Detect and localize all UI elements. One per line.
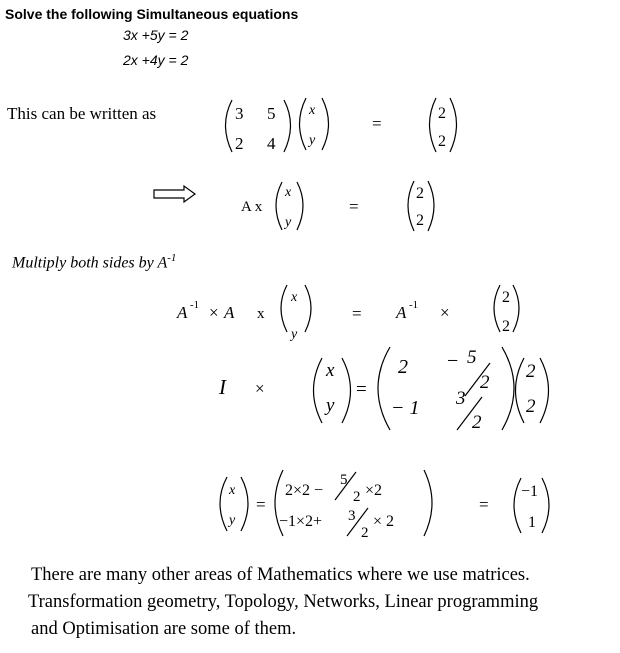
row2-vector-right-paren [297, 182, 303, 230]
row5-y: y [229, 513, 236, 528]
vector-y: y [309, 133, 316, 148]
row4-rhs-1: 2 [526, 361, 536, 382]
row4-y: y [326, 395, 335, 416]
row2-rhs-left-paren [408, 181, 414, 231]
row2-x: x [285, 185, 292, 200]
row4-rhs-right-paren [540, 358, 549, 423]
inverse-matrix-right-paren [502, 347, 514, 430]
row3-rhs-a: A [396, 303, 407, 322]
equals-5: = [256, 495, 266, 514]
matrix-a-left-paren [226, 100, 233, 152]
closing-line-2: Transformation geometry, Topology, Networks, Linear programming [28, 592, 539, 612]
vector-xy-right-paren [322, 98, 329, 150]
equals-4: = [356, 379, 367, 400]
closing-line-1: There are many other areas of Mathematics where we use matrices. [31, 565, 530, 585]
result-row2-b: × 2 [373, 513, 395, 530]
rhs-1: 2 [438, 105, 446, 122]
result-row1-b: ×2 [365, 482, 383, 499]
row3-vector-right-paren [305, 285, 311, 332]
row2-rhs-right-paren [428, 181, 434, 231]
implies-arrow [154, 186, 195, 202]
page-title: Solve the following Simultaneous equations [5, 6, 299, 22]
closing-line-3: and Optimisation are some of them. [31, 619, 297, 639]
equation-2: 2x +4y = 2 [123, 52, 189, 68]
row3-rhs-left-paren [494, 285, 500, 332]
row2-vector-left-paren [276, 182, 282, 230]
inverse-c: − 1 [391, 397, 420, 419]
matrix-a-right-paren [284, 100, 291, 152]
equals-6: = [479, 495, 489, 514]
row3-rhs-right-paren [513, 285, 519, 332]
inverse-b-sign: − [447, 350, 459, 372]
equals-1: = [372, 114, 382, 133]
row4-rhs-left-paren [516, 358, 525, 423]
written-as-text: This can be written as [7, 104, 157, 123]
row3-vy: y [291, 327, 298, 342]
vector-xy-left-paren [300, 98, 307, 150]
inverse-a: 2 [398, 356, 408, 378]
matrix-a-22: 4 [267, 134, 276, 153]
inverse-d-den: 2 [472, 412, 482, 433]
matrix-a-12: 5 [267, 104, 276, 123]
result-matrix-right-paren [424, 470, 432, 536]
row3-rhs-2: 2 [502, 318, 510, 335]
inverse-matrix-left-paren [378, 347, 390, 430]
equals-3: = [352, 304, 362, 323]
result-row1-den: 2 [353, 489, 361, 505]
answer-right-paren [542, 478, 549, 533]
row3-a2: A [224, 303, 235, 322]
answer-1: −1 [521, 483, 539, 500]
equation-1: 3x +5y = 2 [123, 27, 189, 43]
vector-x: x [309, 103, 316, 118]
row4-x: x [326, 360, 335, 381]
row3-vx: x [291, 290, 298, 305]
row3-a-inv-exp: -1 [190, 299, 200, 311]
row4-vector-right-paren [342, 358, 351, 423]
row4-vector-left-paren [314, 358, 323, 423]
row2-rhs-1: 2 [416, 185, 424, 202]
result-row1-a: 2×2 − [285, 482, 324, 499]
matrix-a-21: 2 [235, 134, 244, 153]
equals-2: = [349, 197, 359, 216]
rhs-2: 2 [438, 133, 446, 150]
identity-i: I [219, 375, 226, 399]
row4-times: × [255, 379, 265, 398]
inverse-b-den: 2 [480, 372, 490, 393]
row3-times: × [209, 303, 219, 322]
rhs-vector-right-paren [450, 98, 457, 152]
row3-rhs-times: × [440, 303, 450, 322]
row3-x-label: x [257, 306, 265, 322]
inverse-b-num: 5 [467, 347, 477, 368]
row3-a: A [177, 303, 188, 322]
row3-vector-left-paren [281, 285, 287, 332]
rhs-vector-left-paren [430, 98, 437, 152]
multiply-label: Multiply both sides by A [12, 254, 168, 272]
row4-rhs-2: 2 [526, 396, 536, 417]
result-row2-a: −1×2+ [279, 513, 323, 530]
result-row1-num: 5 [340, 472, 348, 488]
ax-label: A x [241, 199, 263, 215]
multiply-inverse-exp: -1 [167, 252, 177, 264]
answer-2: 1 [528, 514, 536, 531]
row2-y: y [285, 215, 292, 230]
result-vector-left-paren [220, 477, 227, 531]
row3-rhs-a-exp: -1 [409, 299, 419, 311]
row5-x: x [229, 483, 236, 498]
inverse-d-num: 3 [456, 388, 466, 409]
answer-left-paren [514, 478, 521, 533]
result-vector-right-paren [241, 477, 248, 531]
result-row2-den: 2 [361, 525, 369, 541]
matrix-a-11: 3 [235, 104, 244, 123]
result-row2-num: 3 [348, 508, 356, 524]
row3-rhs-1: 2 [502, 289, 510, 306]
row2-rhs-2: 2 [416, 212, 424, 229]
